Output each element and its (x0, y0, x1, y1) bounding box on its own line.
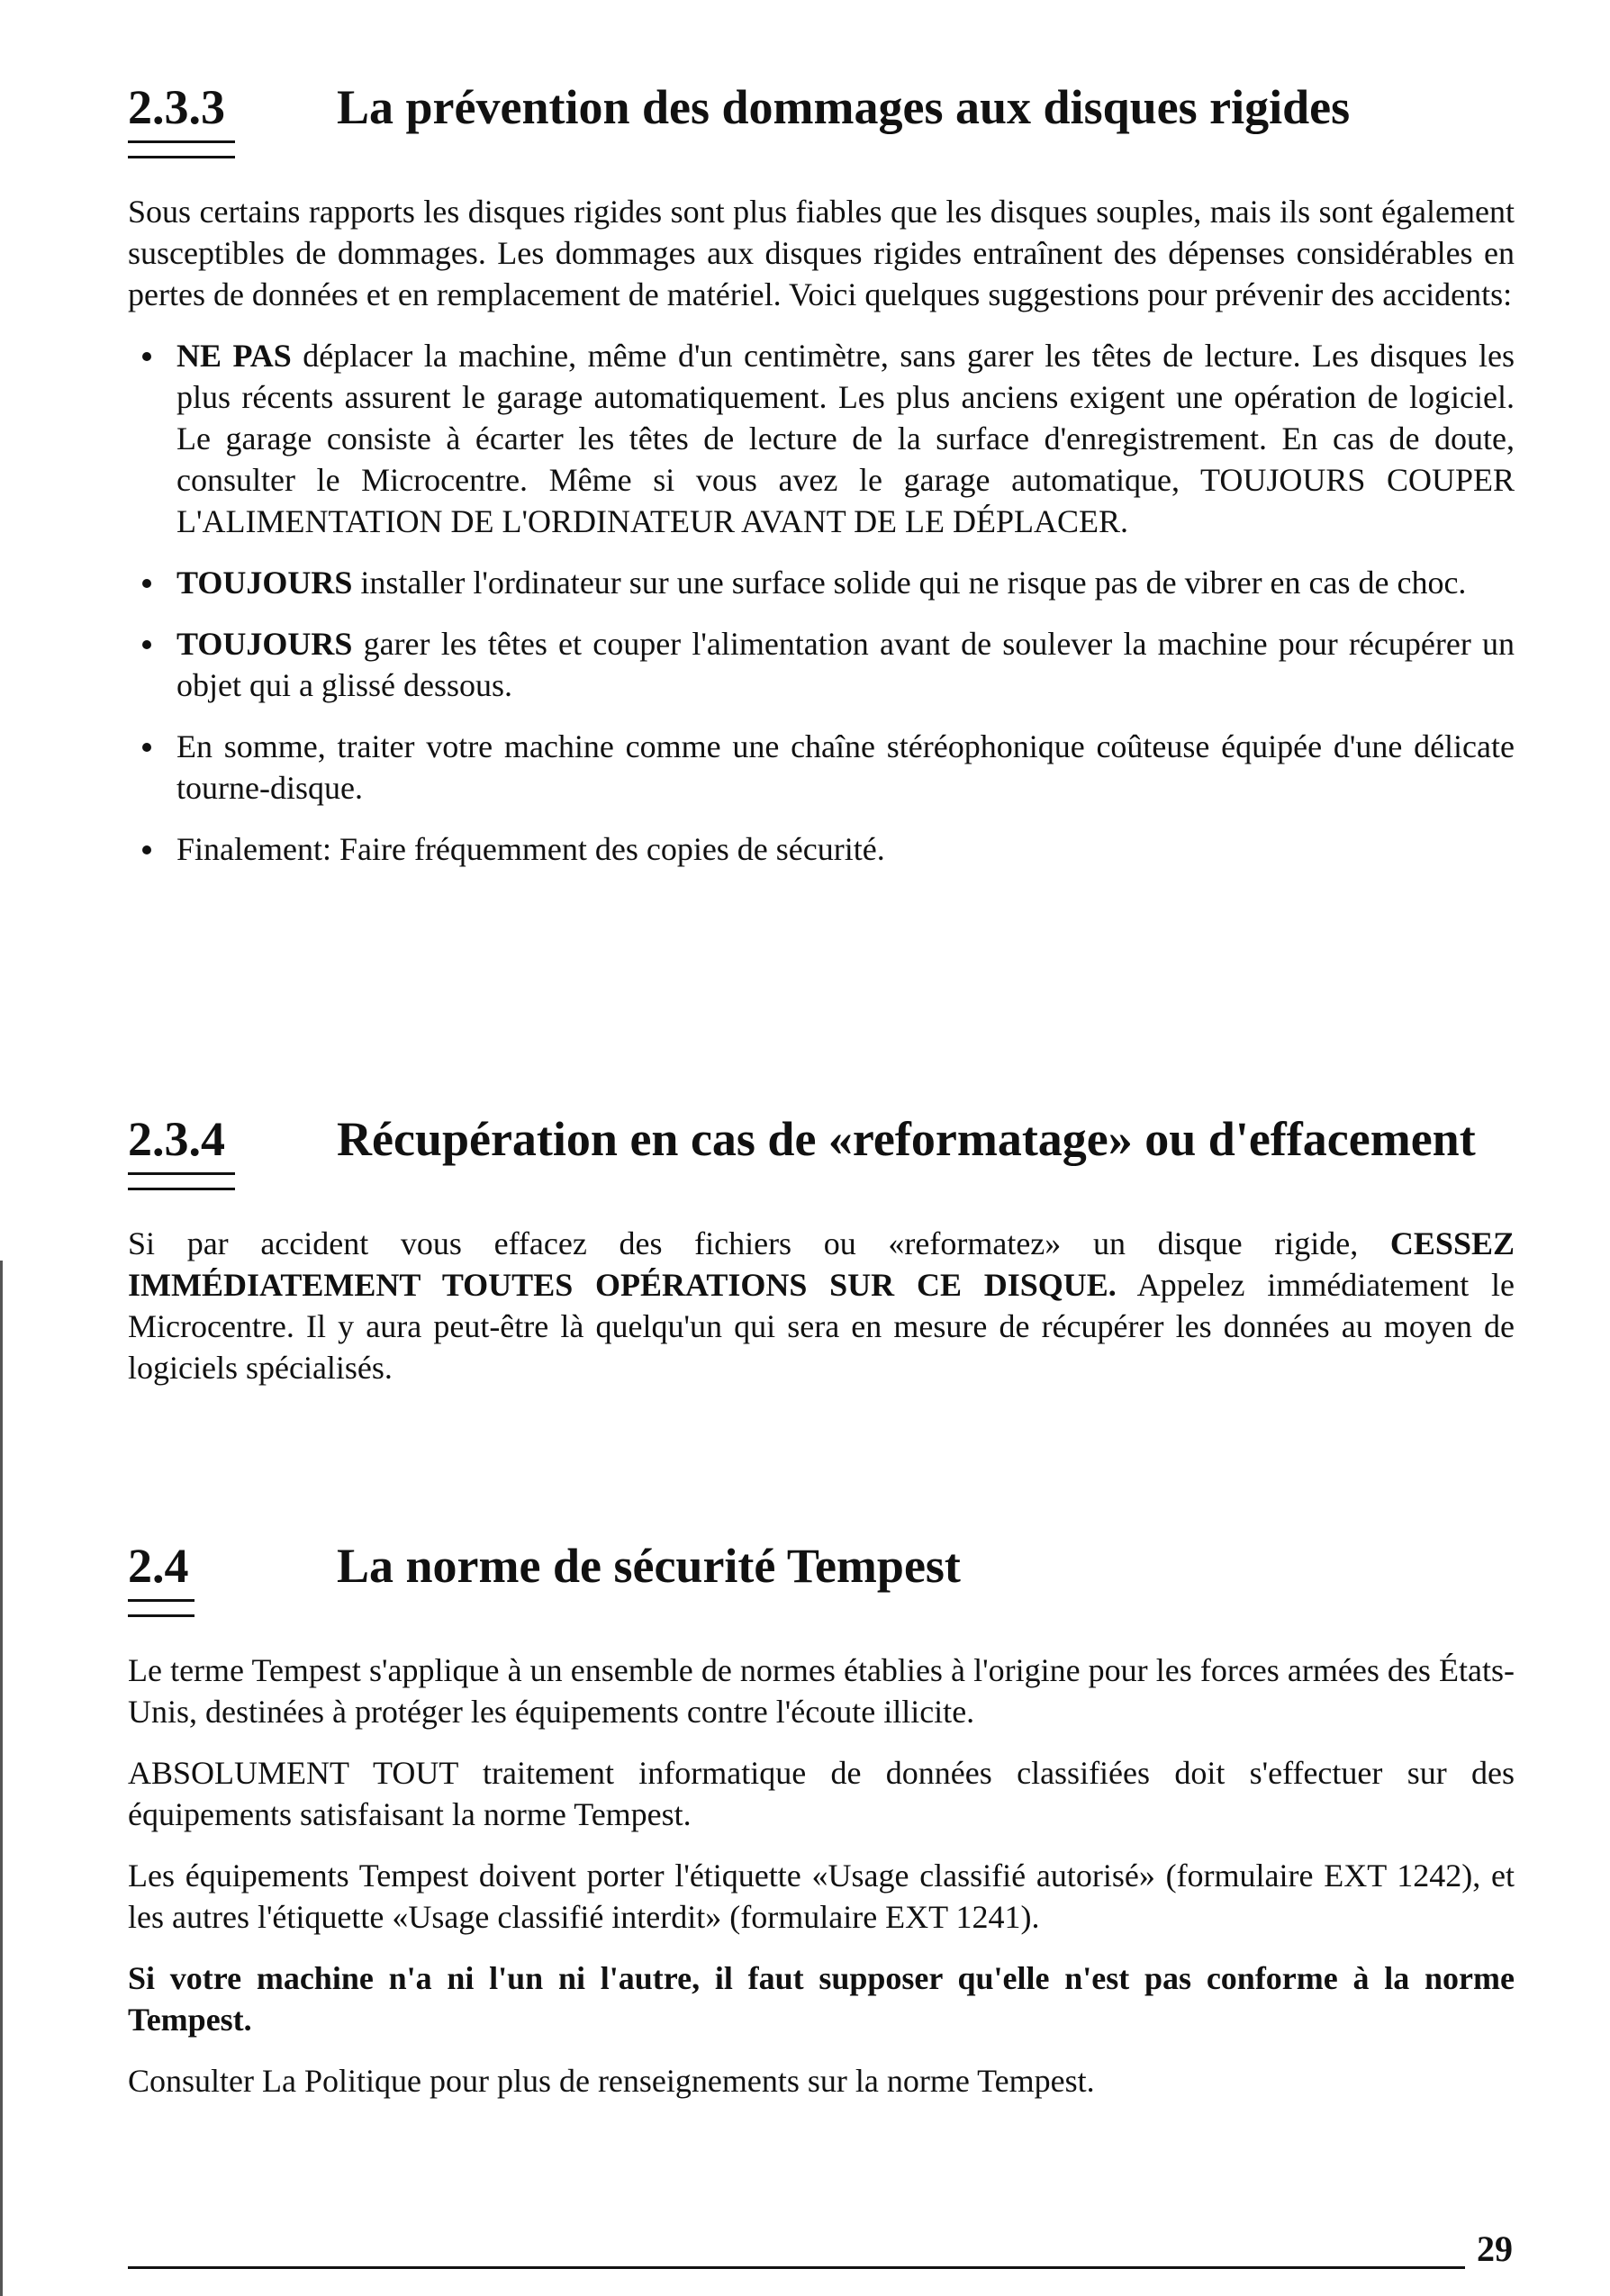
section-heading (128, 1541, 1515, 1650)
bullet-lead: TOUJOURS (176, 626, 353, 662)
section-number: 2.3.4 (128, 1112, 225, 1166)
section-number-underline (128, 1599, 194, 1617)
footer-rule (128, 2266, 1465, 2269)
section-number-underline (128, 140, 235, 158)
scan-edge-artifact (0, 1261, 3, 2296)
page-number: 29 (1477, 2228, 1513, 2269)
section-intro: Sous certains rapports les disques rigides sont plus fiables que les disques souples, mais ils sont également susceptibles de dommages. Les dommages aux disques rigides entraînent des dépenses considérables en pertes de données et en remplacement de matériel. Voici quelques suggestions pour prévenir des accidents: (128, 194, 1515, 312)
section-paragraph: Si votre machine n'a ni l'un ni l'autre, il faut supposer qu'elle n'est pas conforme à la norme Tempest. (128, 1960, 1515, 2038)
section-title: Récupération en cas de «reformatage» ou d'effacement (337, 1112, 1476, 1166)
section-paragraph (128, 1223, 1515, 1388)
bullet-text: En somme, traiter votre machine comme une chaîne stéréophonique coûteuse équipée d'une délicate tourne-disque. (176, 728, 1515, 806)
bullet-icon (142, 640, 151, 649)
bullet-item (128, 335, 1515, 542)
bullet-item (128, 726, 1515, 809)
bullet-text: déplacer la machine, même d'un centimètre, sans garer les têtes de lecture. Les disques les plus récents assurent le garage automatiquement. Les plus anciens exigent une opération de logiciel. Le garage consiste à écarter les têtes de lecture de la surface d'enregistrement. En cas de doute, consulter le Microcentre. Même si vous avez le garage automatique, TOUJOURS COUPER L'ALIMENTATION DE L'ORDINATEUR AVANT DE LE DÉPLACER. (176, 338, 1515, 539)
section-number: 2.4 (128, 1539, 189, 1593)
section-paragraph: Consulter La Politique pour plus de renseignements sur la norme Tempest. (128, 2063, 1095, 2099)
section-heading (128, 1112, 1515, 1223)
section-paragraph: Le terme Tempest s'applique à un ensemble de normes établies à l'origine pour les forces armées des États-Unis, destinées à protéger les équipements contre l'écoute illicite. (128, 1652, 1515, 1730)
section-2-3-4 (128, 1112, 1515, 1408)
section-2-3-3 (128, 80, 1515, 890)
paragraph-text: Appelez immédiatement le Microcentre. Il y aura peut-être là quelqu'un qui sera en mesure de récupérer les données au moyen de logiciels spécialisés. (128, 1267, 1515, 1386)
bullet-icon (142, 743, 151, 752)
section-paragraph: Les équipements Tempest doivent porter l'étiquette «Usage classifié autorisé» (formulaire EXT 1242), et les autres l'étiquette «Usage classifié interdit» (formulaire EXT 1241). (128, 1858, 1515, 1935)
section-number: 2.3.3 (128, 80, 225, 134)
section-title: La prévention des dommages aux disques rigides (337, 80, 1351, 134)
bullet-lead: NE PAS (176, 338, 292, 374)
bullet-item (128, 623, 1515, 706)
bullet-text: installer l'ordinateur sur une surface solide qui ne risque pas de vibrer en cas de choc. (352, 565, 1467, 601)
bullet-icon (142, 845, 151, 854)
section-2-4 (128, 1541, 1515, 2121)
bullet-icon (142, 579, 151, 588)
bullet-list (128, 335, 1515, 870)
section-paragraph: ABSOLUMENT TOUT traitement informatique de données classifiées doit s'effectuer sur des équipements satisfaisant la norme Tempest. (128, 1755, 1515, 1832)
section-heading (128, 80, 1515, 191)
bullet-text: garer les têtes et couper l'alimentation avant de soulever la machine pour récupérer un objet qui a glissé dessous. (176, 626, 1515, 703)
bullet-text: Finalement: Faire fréquemment des copies de sécurité. (176, 831, 885, 867)
section-title: La norme de sécurité Tempest (337, 1539, 961, 1593)
bullet-lead: TOUJOURS (176, 565, 353, 601)
section-number-underline (128, 1172, 235, 1190)
bullet-item (128, 562, 1515, 603)
paragraph-emphasis: CESSEZ IMMÉDIATEMENT TOUTES OPÉRATIONS SUR CE DISQUE. (128, 1225, 1515, 1303)
paragraph-text: Si par accident vous effacez des fichiers ou «reformatez» un disque rigide, (128, 1225, 1390, 1261)
bullet-icon (142, 352, 151, 361)
bullet-item (128, 828, 1515, 870)
